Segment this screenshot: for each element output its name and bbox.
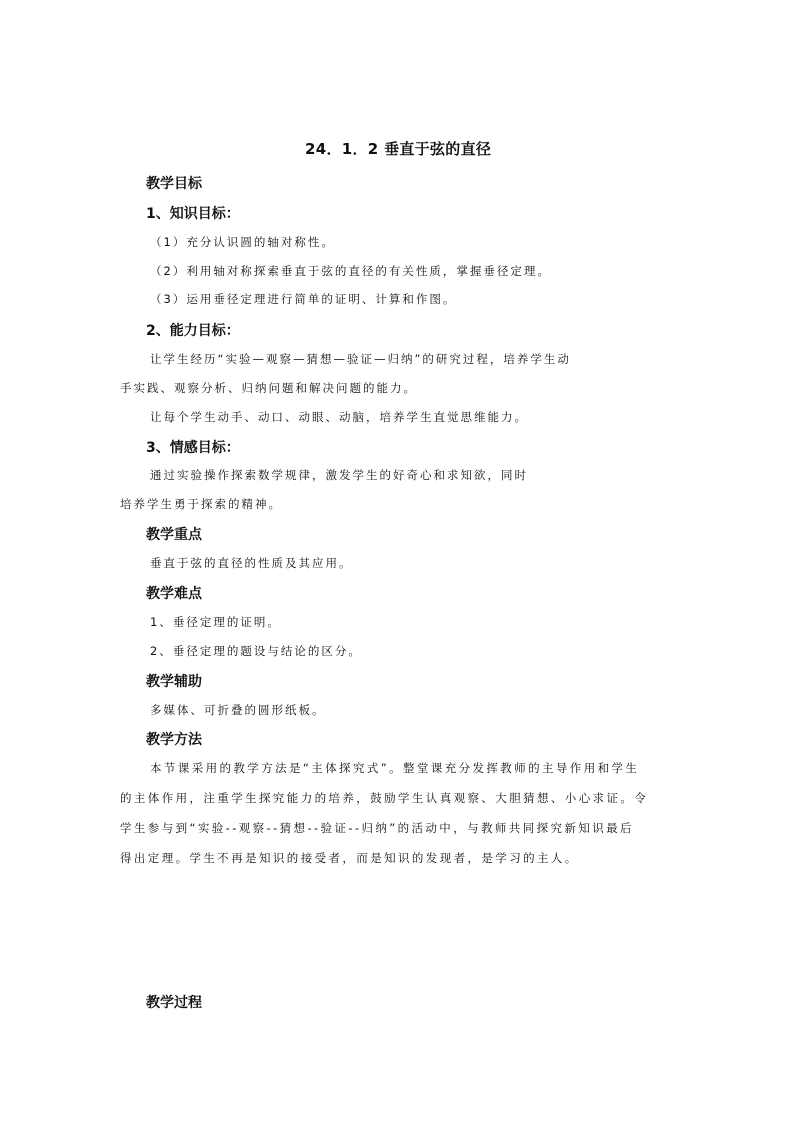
- aids-text: 多媒体、可折叠的圆形纸板。: [150, 703, 326, 717]
- method-line-2: 的主体作用，注重学生探究能力的培养，鼓励学生认真观察、大胆猜想、小心求证。令: [120, 791, 649, 805]
- knowledge-item-2: （2）利用轴对称探索垂直于弦的直径的有关性质，掌握垂径定理。: [150, 264, 551, 278]
- process-heading: 教学过程: [146, 995, 202, 1011]
- emotion-objective-heading: 3、情感目标：: [146, 440, 240, 456]
- emotion-line-2: 培养学生勇于探索的精神。: [120, 497, 282, 511]
- knowledge-item-1: （1）充分认识圆的轴对称性。: [150, 235, 335, 249]
- emotion-line-1: 通过实验操作探索数学规律，激发学生的好奇心和求知欲，同时: [150, 468, 528, 482]
- key-points-text: 垂直于弦的直径的性质及其应用。: [150, 556, 353, 570]
- difficulties-heading: 教学难点: [146, 586, 202, 602]
- method-heading: 教学方法: [146, 732, 202, 748]
- ability-line-1: 让学生经历“实验—观察—猜想—验证—归纳”的研究过程，培养学生动: [150, 352, 571, 366]
- aids-heading: 教学辅助: [146, 674, 202, 690]
- method-line-4: 得出定理。学生不再是知识的接受者，而是知识的发现者，是学习的主人。: [120, 851, 579, 865]
- difficulty-item-1: 1、垂径定理的证明。: [150, 615, 281, 629]
- ability-objective-heading: 2、能力目标：: [146, 323, 240, 339]
- document-title: 24．1．2 垂直于弦的直径: [305, 140, 492, 158]
- difficulty-item-2: 2、垂径定理的题设与结论的区分。: [150, 644, 362, 658]
- knowledge-item-3: （3）运用垂径定理进行简单的证明、计算和作图。: [150, 292, 457, 306]
- method-line-3: 学生参与到“实验--观察--猜想--验证--归纳”的活动中，与教师共同探究新知识最后: [120, 821, 634, 835]
- ability-line-2: 手实践、观察分析、归纳问题和解决问题的能力。: [120, 381, 417, 395]
- objectives-heading: 教学目标: [146, 176, 202, 192]
- key-points-heading: 教学重点: [146, 527, 202, 543]
- ability-line-3: 让每个学生动手、动口、动眼、动脑，培养学生直觉思维能力。: [150, 410, 528, 424]
- knowledge-objective-heading: 1、知识目标：: [146, 206, 240, 222]
- method-line-1: 本节课采用的教学方法是“主体探究式”。整堂课充分发挥教师的主导作用和学生: [150, 761, 640, 775]
